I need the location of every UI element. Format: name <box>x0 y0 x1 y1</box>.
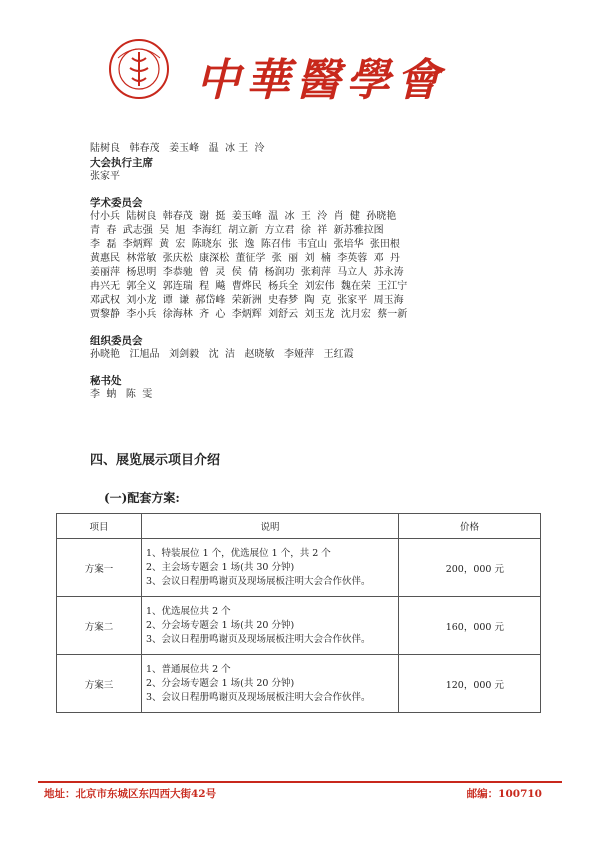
academic-line: 邓武权 刘小龙 谭 谦 郝岱峰 荣新洲 史春梦 陶 克 张家平 周玉海 <box>90 295 404 306</box>
plan-item: 1、特装展位 1 个，优选展位 1 个，共 2 个 <box>146 547 331 559</box>
plan-name: 方案一 <box>57 539 142 597</box>
secretariat-names: 李 蚋 陈 雯 <box>90 389 153 400</box>
plans-table <box>56 513 541 713</box>
plan-description <box>142 655 399 713</box>
secretariat-heading: 秘书处 <box>90 375 122 387</box>
section-sub-title: (一)配套方案: <box>104 491 180 505</box>
footer-postcode: 邮编：100710 <box>466 788 542 800</box>
plan-item: 1、优选展位共 2 个 <box>146 605 231 617</box>
section4-title: 四、展览展示项目介绍 <box>90 453 221 468</box>
academic-line: 付小兵 陆树良 韩春茂 谢 挺 姜玉峰 温 冰 王 泠 肖 健 孙晓艳 <box>90 211 397 222</box>
academic-line: 李 磊 李炳辉 黄 宏 陈晓东 张 逸 陈召伟 韦宜山 张培华 张田根 <box>90 239 400 250</box>
association-logo-icon <box>108 38 170 100</box>
plan-price: 200，000 元 <box>399 539 541 597</box>
plan-description <box>142 597 399 655</box>
plan-price: 160，000 元 <box>399 597 541 655</box>
exec-chair-names: 张家平 <box>90 171 120 182</box>
committee-list <box>90 142 550 402</box>
plan-item: 2、主会场专题会 1 场(共 30 分钟) <box>146 561 295 573</box>
org-names: 孙晓艳 江旭品 刘剑毅 沈 洁 赵晓敏 李娅萍 王红霞 <box>90 349 354 360</box>
plan-item: 3、会议日程册鸣谢页及现场展板注明大会合作伙伴。 <box>146 633 371 645</box>
table-row <box>57 539 541 597</box>
plan-item: 3、会议日程册鸣谢页及现场展板注明大会合作伙伴。 <box>146 691 371 703</box>
plan-name: 方案二 <box>57 597 142 655</box>
plan-item: 2、分会场专题会 1 场(共 20 分钟) <box>146 619 295 631</box>
header-price: 价格 <box>399 514 541 539</box>
plan-item: 3、会议日程册鸣谢页及现场展板注明大会合作伙伴。 <box>146 575 371 587</box>
academic-line: 姜丽萍 杨思明 李恭驰 曾 灵 侯 倩 杨润功 张莉萍 马立人 苏永涛 <box>90 267 404 278</box>
org-heading: 组织委员会 <box>90 335 143 347</box>
intro-names: 陆树良 韩春茂 姜玉峰 温 冰 王 泠 <box>90 143 265 154</box>
association-brand: 中華醫學會 <box>196 55 446 106</box>
footer-divider <box>38 781 562 783</box>
table-header-row <box>57 514 541 539</box>
exec-chair-heading: 大会执行主席 <box>90 157 153 169</box>
letterhead <box>0 0 596 130</box>
plan-description <box>142 539 399 597</box>
header-description: 说明 <box>142 514 399 539</box>
academic-line: 冉兴无 郭全义 郭连瑞 程 飚 曹烨民 杨兵全 刘宏伟 魏在荣 王江宁 <box>90 281 408 292</box>
plan-item: 1、普通展位共 2 个 <box>146 663 231 675</box>
header-item: 项目 <box>57 514 142 539</box>
academic-line: 青 春 武志强 吴 旭 李海红 胡立新 方立君 徐 祥 新苏雅拉图 <box>90 225 384 236</box>
footer-address: 地址：北京市东城区东四西大街42号 <box>44 788 217 800</box>
plan-name: 方案三 <box>57 655 142 713</box>
academic-line: 贾黎静 李小兵 徐海林 齐 心 李炳辉 刘舒云 刘玉龙 沈月宏 蔡一新 <box>90 309 408 320</box>
table-row <box>57 655 541 713</box>
table-row <box>57 597 541 655</box>
plan-price: 120，000 元 <box>399 655 541 713</box>
academic-heading: 学术委员会 <box>90 197 143 209</box>
academic-line: 黄惠民 林常敏 张庆松 康深松 董征学 张 丽 刘 楠 李英蓉 邓 丹 <box>90 253 400 264</box>
plan-item: 2、分会场专题会 1 场(共 20 分钟) <box>146 677 295 689</box>
